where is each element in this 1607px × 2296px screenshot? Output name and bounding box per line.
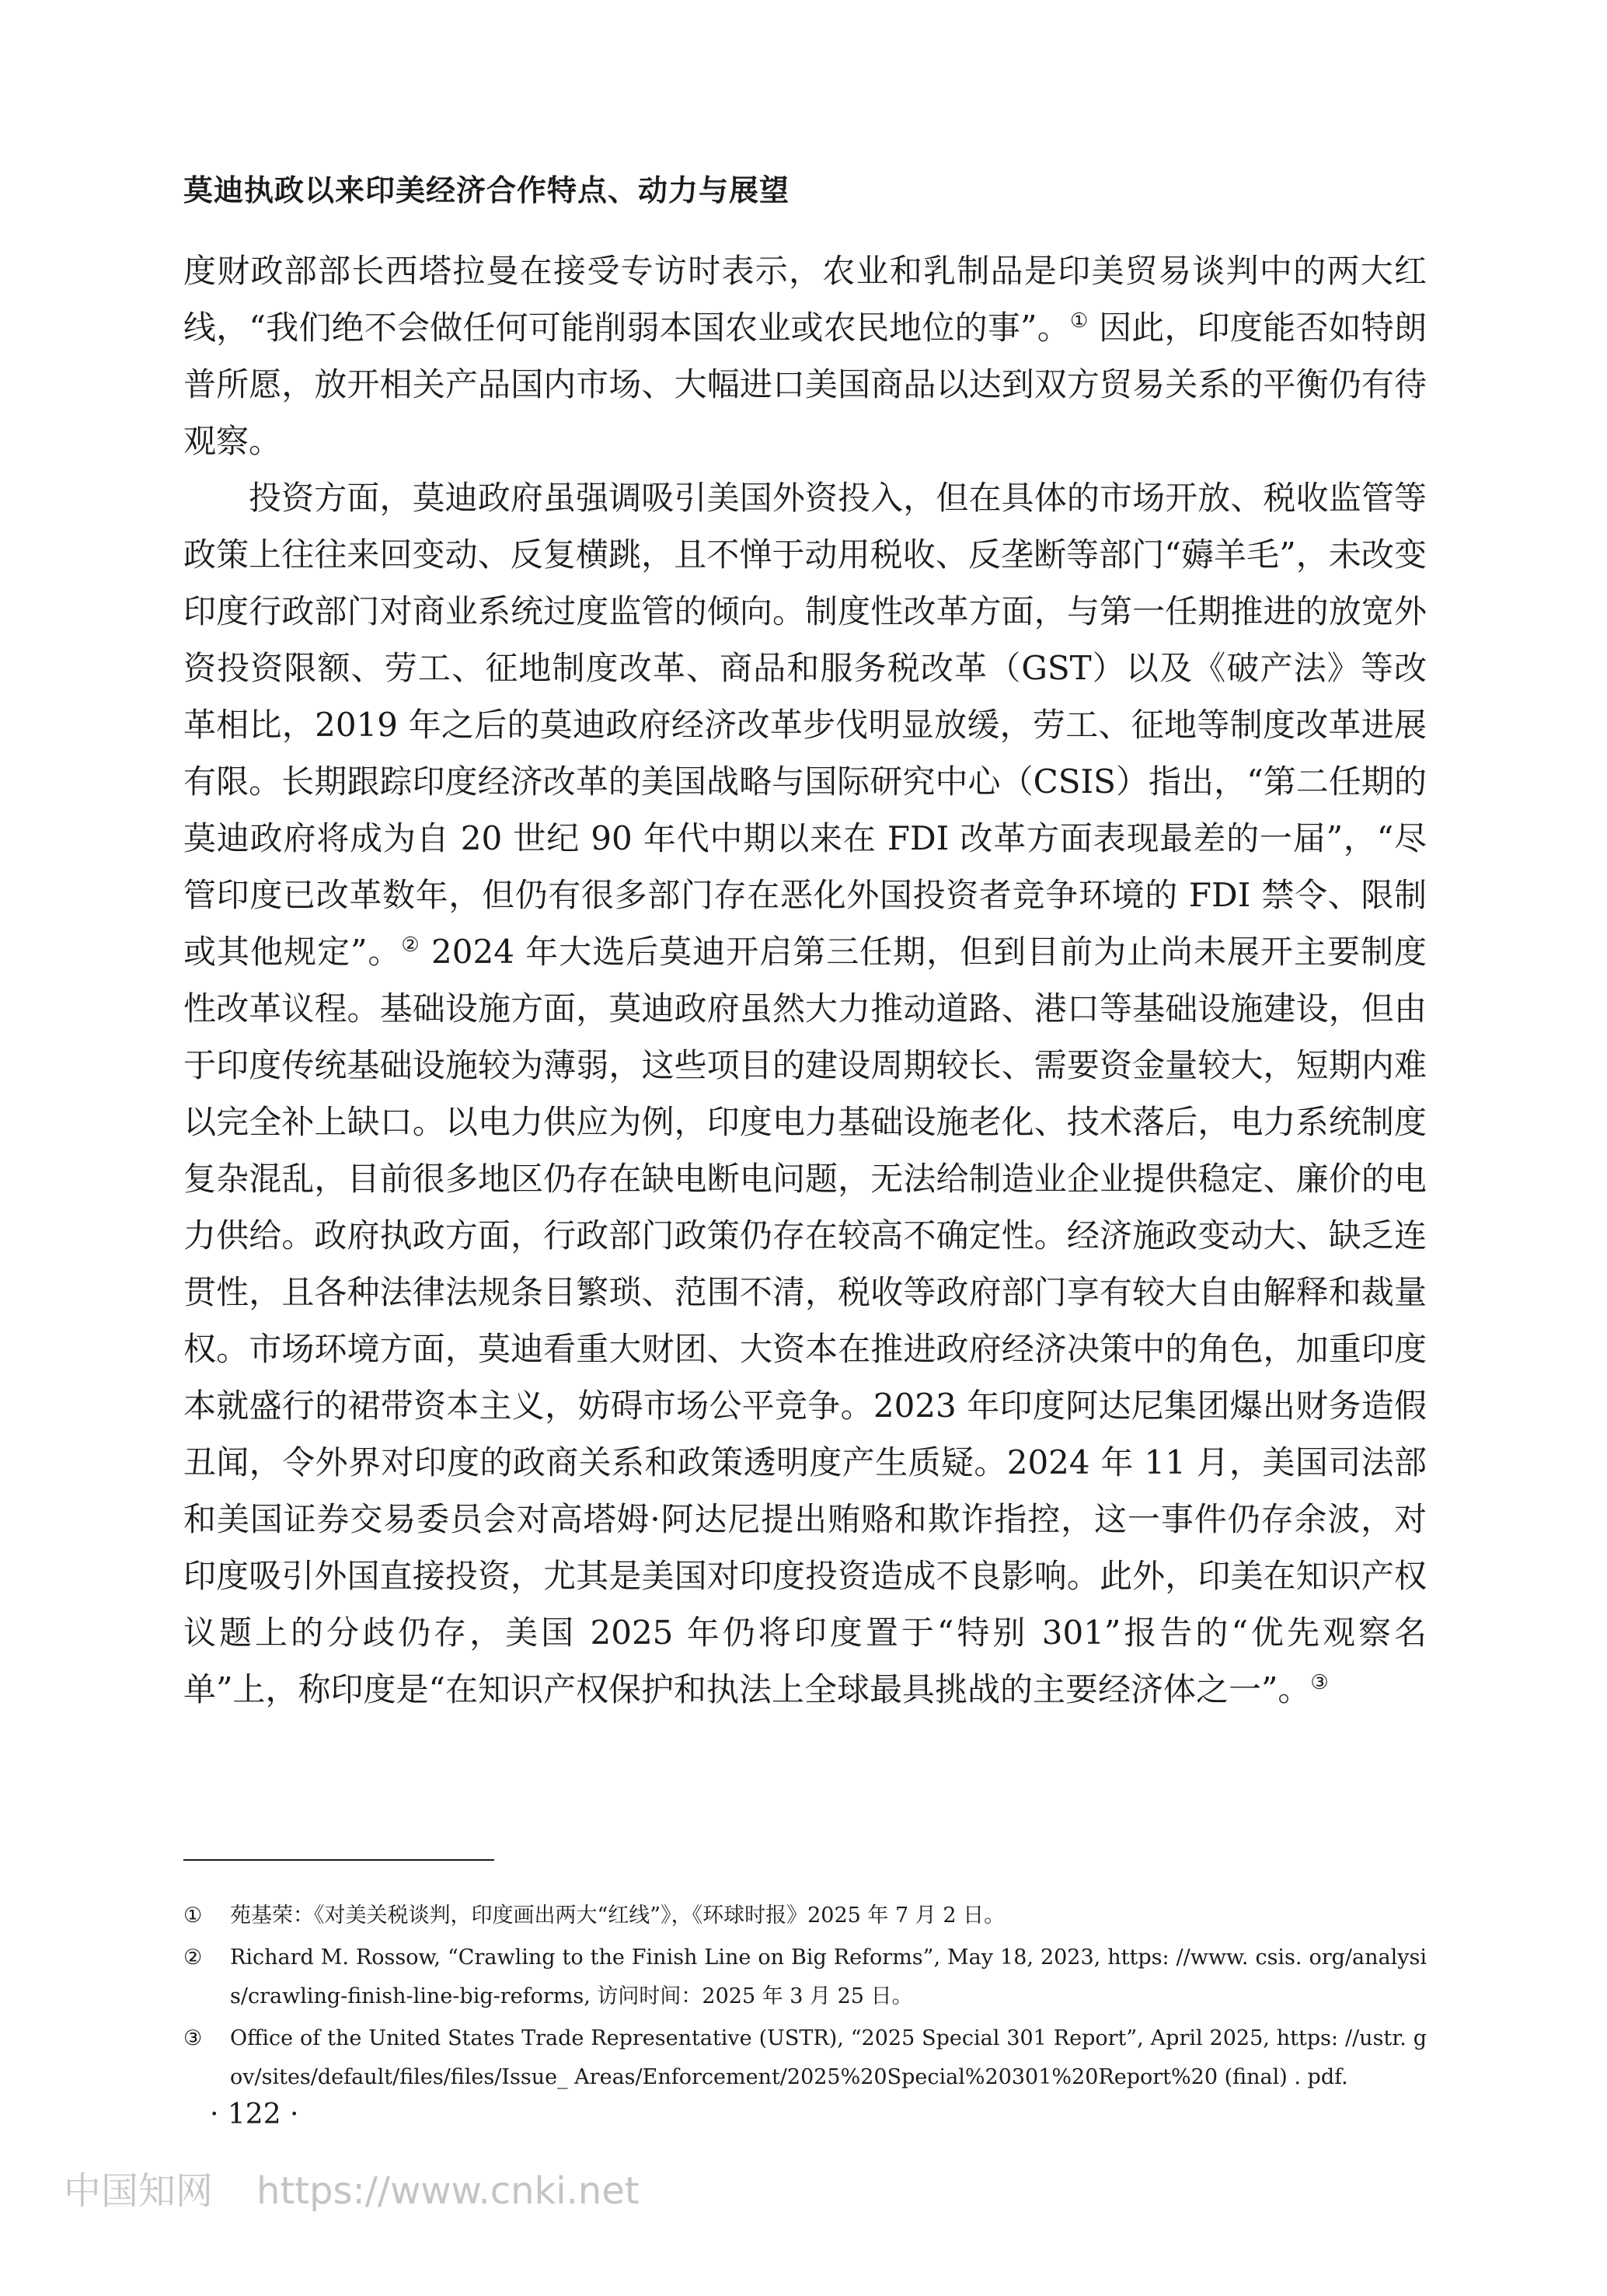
watermark-url: https://www.cnki.net <box>256 2169 640 2213</box>
footnote-ref-3[interactable]: ③ <box>1310 1671 1329 1694</box>
footnote-ref-1[interactable]: ① <box>1069 309 1089 333</box>
footnote-ref-2[interactable]: ② <box>401 933 420 957</box>
running-header: 莫迪执政以来印美经济合作特点、动力与展望 <box>183 173 790 208</box>
paragraph-1-text-b: 因此，印度能否如特朗普所愿，放开相关产品国内市场、大幅进口美国商品以达到双方贸易关系的平衡仍有待观察。 <box>183 309 1427 460</box>
footnote-number: ① <box>183 1903 203 1928</box>
footnote-item <box>183 2019 1427 2097</box>
footnote-text: Office of the United States Trade Representative (USTR), “2025 Special 301 Report”, April 2025, https: //ustr. gov/sites/default/files/files/Issue_ Areas/Enforcement/2025%20Special%20301%20Report%20 (final) . pdf. <box>230 2026 1427 2089</box>
footnote-divider <box>183 1859 494 1861</box>
paragraph-2-text-b: 2024 年大选后莫迪开启第三任期，但到目前为止尚未展开主要制度性改革议程。基础设施方面，莫迪政府虽然大力推动道路、港口等基础设施建设，但由于印度传统基础设施较为薄弱，这些项目的建设周期较长、需要资金量较大，短期内难以完全补上缺口。以电力供应为例，印度电力基础设施老化、技术落后，电力系统制度复杂混乱，目前很多地区仍存在缺电断电问题，无法给制造业企业提供稳定、廉价的电力供给。政府执政方面，行政部门政策仍存在较高不确定性。经济施政变动大、缺乏连贯性，且各种法律法规条目繁琐、范围不清，税收等政府部门享有较大自由解释和裁量权。市场环境方面，莫迪看重大财团、大资本在推进政府经济决策中的角色，加重印度本就盛行的裙带资本主义，妨碍市场公平竞争。2023 年印度阿达尼集团爆出财务造假丑闻，令外界对印度的政商关系和政策透明度产生质疑。2024 年 11 月，美国司法部和美国证券交易委员会对高塔姆·阿达尼提出贿赂和欺诈指控，这一事件仍存余波，对印度吸引外国直接投资，尤其是美国对印度投资造成不良影响。此外，印美在知识产权议题上的分歧仍存，美国 2025 年仍将印度置于“特别 301”报告的“优先观察名单”上，称印度是“在知识产权保护和执法上全球最具挑战的主要经济体之一”。 <box>183 933 1427 1708</box>
cnki-watermark <box>64 2161 640 2214</box>
footnote-item <box>183 1896 1427 1935</box>
paragraph-1 <box>183 243 1427 469</box>
footnote-text: Richard M. Rossow, “Crawling to the Finish Line on Big Reforms”, May 18, 2023, https: //www. csis. org/analysis/crawling-finish-line-big-reforms, 访问时间：2025 年 3 月 25 日。 <box>230 1945 1427 2008</box>
footnote-number: ② <box>183 1945 203 1970</box>
footnotes <box>183 1896 1427 2100</box>
footnote-number: ③ <box>183 2026 203 2050</box>
paragraph-1-text-a: 度财政部部长西塔拉曼在接受专访时表示，农业和乳制品是印美贸易谈判中的两大红线，“我们绝不会做任何可能削弱本国农业或农民地位的事”。 <box>183 252 1427 347</box>
paragraph-2 <box>183 469 1427 1718</box>
page-number: · 122 · <box>210 2099 299 2130</box>
footnote-item <box>183 1938 1427 2016</box>
footnote-text: 苑基荣：《对美关税谈判，印度画出两大“红线”》，《环球时报》2025 年 7 月 2 日。 <box>230 1903 1006 1928</box>
body-text <box>183 243 1427 1718</box>
watermark-brand: 中国知网 <box>64 2169 214 2213</box>
paragraph-2-text-a: 投资方面，莫迪政府虽强调吸引美国外资投入，但在具体的市场开放、税收监管等政策上往往来回变动、反复横跳，且不惮于动用税收、反垄断等部门“薅羊毛”，未改变印度行政部门对商业系统过度监管的倾向。制度性改革方面，与第一任期推进的放宽外资投资限额、劳工、征地制度改革、商品和服务税改革（GST）以及《破产法》等改革相比，2019 年之后的莫迪政府经济改革步伐明显放缓，劳工、征地等制度改革进展有限。长期跟踪印度经济改革的美国战略与国际研究中心（CSIS）指出，“第二任期的莫迪政府将成为自 20 世纪 90 年代中期以来在 FDI 改革方面表现最差的一届”，“尽管印度已改革数年，但仍有很多部门存在恶化外国投资者竞争环境的 FDI 禁令、限制或其他规定”。 <box>183 479 1427 971</box>
